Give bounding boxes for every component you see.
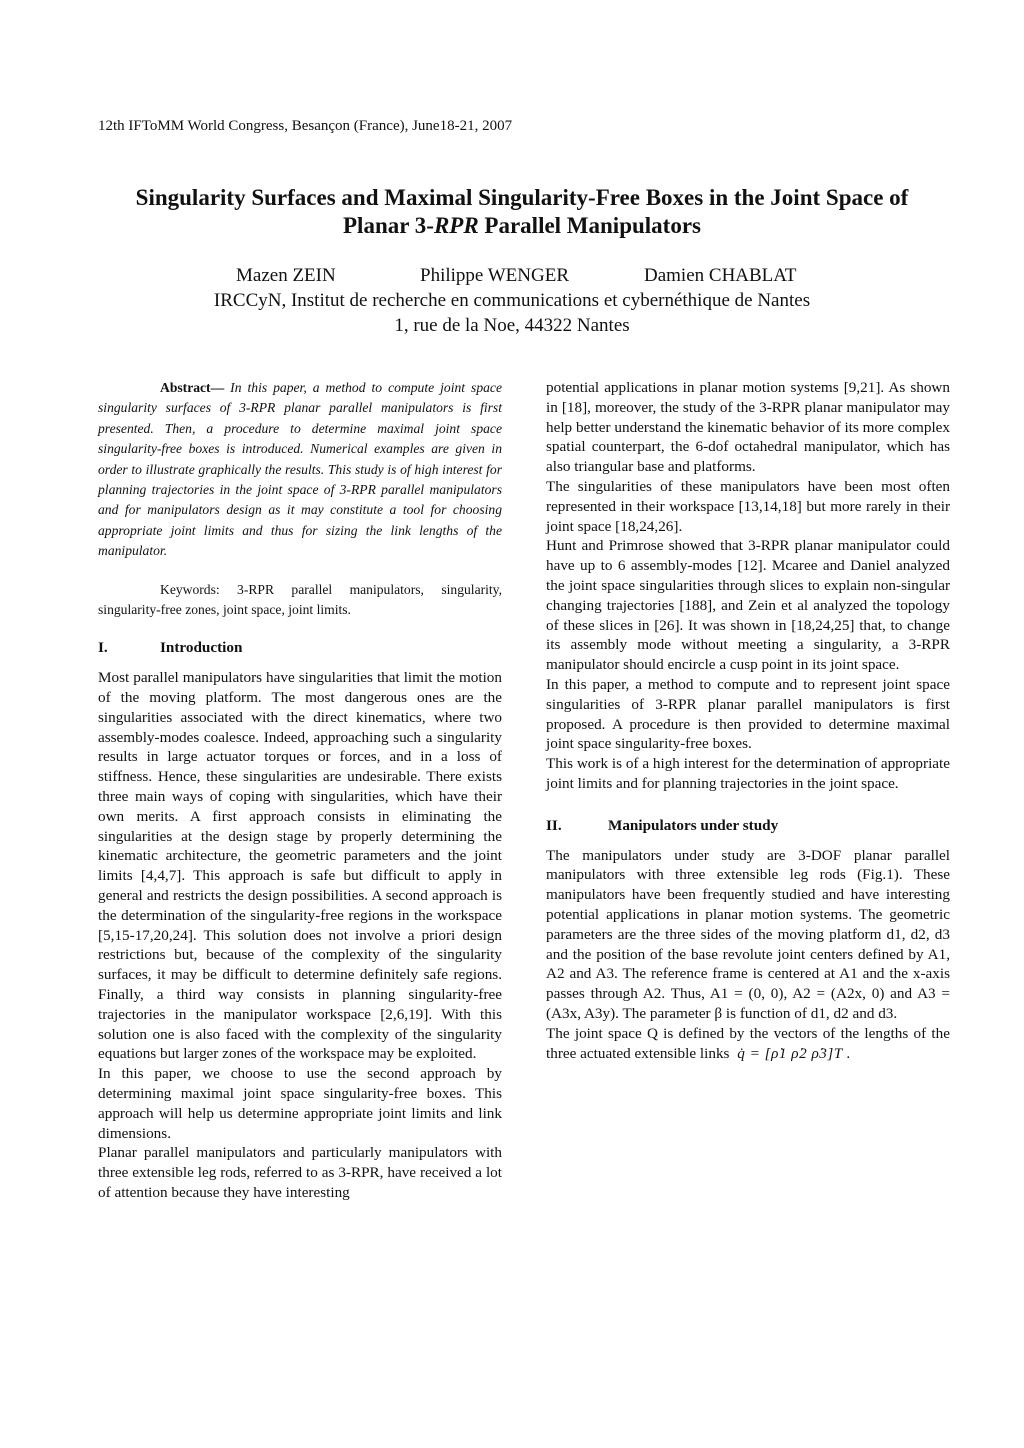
conference-header: 12th IFToMM World Congress, Besançon (France), June18-21, 2007 — [98, 118, 513, 134]
intro-paragraph-5: The singularities of these manipulators have been most often represented in their workspace [13,14,18] but more rarely in their joint space [18,24,26]. — [546, 477, 950, 535]
affiliation-institute: IRCCyN, Institut de recherche en communications et cybernéthique de Nantes — [213, 290, 811, 311]
intro-paragraph-3: Planar parallel manipulators and particularly manipulators with three extensible leg rods, referred to as 3-RPR, have received a lot of attention because they have interesting — [98, 1144, 502, 1201]
left-column — [98, 378, 502, 1203]
author-1: Mazen ZEIN — [236, 265, 336, 286]
title-line-1: Singularity Surfaces and Maximal Singularity-Free Boxes in the Joint Space of — [135, 185, 909, 210]
intro-paragraph-7: In this paper, a method to compute and to represent joint space singularities of 3-RPR planar parallel manipulators is first proposed. A procedure is then provided to determine maximal joint space singularity-free boxes. — [546, 675, 950, 753]
intro-paragraph-8: This work is of a high interest for the determination of appropriate joint limits and for planning trajectories in the joint space. — [546, 755, 950, 792]
section-2-paragraph-1: The manipulators under study are 3-DOF planar parallel manipulators with three extensible leg rods (Fig.1). These manipulators have been frequently studied and have interesting potential applications in planar motion systems. The geometric parameters are the three sides of the moving platform d1, d2, d3 and the position of the base revolute joint centers defined by A1, A2 and A3. The reference frame is centered at A1 and the x-axis passes through A2. Thus, A1 = (0, 0), A2 = (A2x, 0) and A3 = (A3x, A3y). The parameter β is function of d1, d2 and d3. — [546, 846, 950, 1022]
title-line-2: Planar 3-RPR Parallel Manipulators — [343, 213, 701, 238]
intro-paragraph-6: Hunt and Primrose showed that 3-RPR planar manipulator could have up to 6 assembly-modes [12]. Mcaree and Daniel analyzed the joint space singularities through slices to explain non-singular changing trajectories [188], and Zein et al analyzed the topology of these slices in [26]. It was shown in [18,24,25] that, to change its assembly mode without meeting a singularity, a 3-RPR manipulator should encircle a cusp point in its joint space. — [546, 537, 950, 674]
right-column — [546, 378, 950, 1063]
abstract: Abstract— In this paper, a method to compute joint space singularity surfaces of 3-RPR planar parallel manipulators is first presented. Then, a procedure to determine maximal joint space singularity-free boxes is introduced. Numerical examples are given in order to illustrate graphically the results. This study is of high interest for planning trajectories in the joint space of 3-RPR parallel manipulators and for manipulators design as it may constitute a tool for choosing appropriate joint limits and thus for sizing the link lengths of the manipulator. — [98, 380, 502, 559]
author-2: Philippe WENGER — [420, 265, 570, 286]
intro-paragraph-2: In this paper, we choose to use the second approach by determining maximal joint space singularity-free boxes. This approach will help us determine appropriate joint limits and link dimensions. — [98, 1065, 502, 1142]
author-3: Damien CHABLAT — [644, 265, 797, 286]
intro-paragraph-4: potential applications in planar motion systems [9,21]. As shown in [18], moreover, the study of the 3-RPR planar manipulator may help better understand the kinematic behavior of its more complex spatial counterpart, the 6-dof octahedral manipulator, which has also triangular base and platforms. — [546, 379, 950, 476]
section-1-heading: I. Introduction — [98, 639, 243, 657]
section-2-heading: II. Manipulators under study — [546, 816, 779, 834]
keywords: Keywords: 3-RPR parallel manipulators, singularity, singularity-free zones, joint space, joint limits. — [98, 581, 502, 618]
joint-vector-equation: q̇ = [ρ̇1 ρ̇2 ρ̇3]T . — [737, 1044, 852, 1062]
intro-paragraph-1: Most parallel manipulators have singularities that limit the motion of the moving platform. The most dangerous ones are the singularities associated with the direct kinematics, where two assembly-modes coalesce. Indeed, approaching such a singularity results in large actuator torques or forces, and in a loss of stiffness. Hence, these singularities are undesirable. There exists three main ways of coping with singularities, which have their own merits. A first approach consists in eliminating the singularities at the design stage by properly determining the kinematic architecture, the geometric parameters and the joint limits [4,4,7]. This approach is safe but difficult to apply in general and restricts the design possibilities. A second approach is the determination of the singularity-free regions in the workspace [5,15-17,20,24]. This solution does not involve a priori design restrictions but, because of the complexity of the singularity surfaces, it may be difficult to determine definitely safe regions. Finally, a third way consists in planning singularity-free trajectories in the manipulator workspace [2,6,19]. With this solution one is also faced with the complexity of the singularity equations but larger zones of the workspace may be exploited. — [98, 669, 502, 1063]
paper-title — [60, 184, 984, 240]
section-2-paragraph-2: The joint space Q is defined by the vectors of the lengths of the three actuated extensible links q̇ = [ρ̇1 ρ̇2 ρ̇3]T . — [546, 1024, 950, 1062]
affiliation-address: 1, rue de la Noe, 44322 Nantes — [394, 315, 630, 336]
